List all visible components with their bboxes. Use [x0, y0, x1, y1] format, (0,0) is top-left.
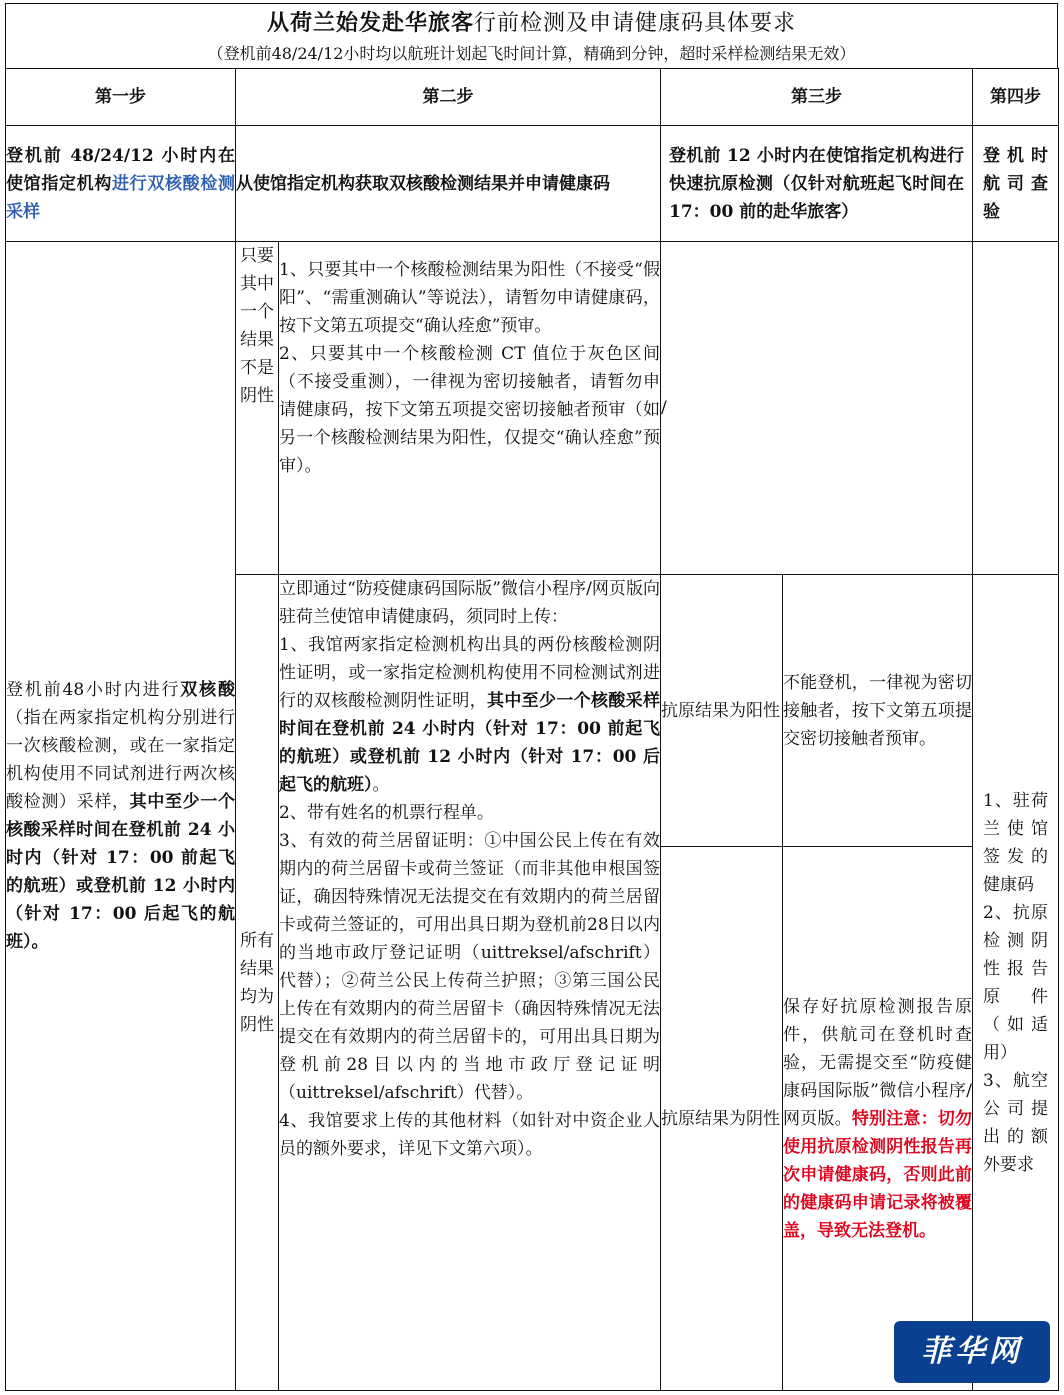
upload-item-4: 4、我馆要求上传的其他材料（如针对中资企业人员的额外要求，详见下文第六项）。: [279, 1111, 660, 1159]
antigen-negative-text: 保存好抗原检测报告原件，供航司在登机时查验，无需提交至“防疫健康码国际版”微信小程序/网页版。特别注意：切勿使用抗原检测阴性报告再次申请健康码，否则此前的健康码申请记录将被覆盖，导致无法登机。: [783, 847, 973, 1391]
requirements-table: [5, 68, 1059, 1391]
antigen-warning: 特别注意：切勿使用抗原检测阴性报告再次申请健康码，否则此前的健康码申请记录将被覆盖，导致无法登机。: [783, 1108, 973, 1241]
page-title: [6, 6, 1057, 41]
positive-result-item: 1、只要其中一个核酸检测结果为阳性（不接受“假阳”、“需重测确认”等说法），请暂勿申请健康码，按下文第五项提交“确认痊愈”预审。: [279, 260, 660, 336]
header-step1: 第一步: [6, 69, 236, 126]
header-step3: 第三步: [661, 69, 973, 126]
all-negative-label: 所有结果均为阴性: [236, 575, 279, 1391]
antigen-negative-label: 抗原结果为阴性: [661, 847, 783, 1391]
document: [5, 3, 1058, 1391]
gray-ct-item: 2、只要其中一个核酸检测 CT 值位于灰色区间（不接受重测），一律视为密切接触者，请暂勿申请健康码，按下文第五项提交密切接触者预审（如另一个核酸检测结果为阳性，仅提交“确认痊愈”预审）。: [279, 344, 660, 476]
step4-checklist: 1、驻荷兰使馆签发的健康码 2、抗原检测阴性报告原件（如适用） 3、航空公司提出的额外要求: [973, 575, 1059, 1391]
step3-description: 登机前 12 小时内在使馆指定机构进行快速抗原检测（仅针对航班起飞时间在 17：00 前的赴华旅客）: [661, 126, 973, 242]
step4-empty: [973, 242, 1059, 575]
application-intro: 立即通过“防疫健康码国际版”微信小程序/网页版向驻荷兰使馆申请健康码，须同时上传：: [279, 579, 660, 627]
site-watermark-logo: 菲华网: [894, 1321, 1050, 1383]
health-code-application: [279, 575, 661, 1391]
title-normal: 行前检测及申请健康码具体要求: [474, 11, 797, 36]
header-step4: 第四步: [973, 69, 1059, 126]
step1-detail: 登机前48小时内进行双核酸（指在两家指定机构分别进行一次核酸检测，或在一家指定机构使用不同试剂进行两次核酸检测）采样，其中至少一个核酸采样时间在登机前 24 小时内（针对 17：00 前起飞的航班）或登机前 12 小时内（针对 17：00 后起飞的航班）。: [6, 242, 236, 1391]
antigen-positive-label: 抗原结果为阳性: [661, 575, 783, 847]
not-all-negative-label: 只要其中一个结果不是阴性: [236, 242, 279, 575]
step-description-row: [6, 126, 1059, 242]
antigen-positive-text: 不能登机，一律视为密切接触者，按下文第五项提交密切接触者预审。: [783, 575, 973, 847]
upload-item-1: 1、我馆两家指定检测机构出具的两份核酸检测阴性证明，或一家指定检测机构使用不同检测试剂进行的双核酸检测阴性证明，其中至少一个核酸采样时间在登机前 24 小时内（针对 17：00 前起飞的航班）或登机前 12 小时内（针对 17：00 后起飞的航班）。: [279, 635, 660, 795]
title-bold: 从荷兰始发赴华旅客: [266, 10, 474, 36]
header-row: [6, 69, 1059, 126]
step3-not-applicable: /: [661, 242, 973, 575]
step2-description: 从使馆指定机构获取双核酸检测结果并申请健康码: [236, 126, 661, 242]
not-all-negative-actions: [279, 242, 661, 575]
upload-item-2: 2、带有姓名的机票行程单。: [279, 803, 494, 823]
header-step2: 第二步: [236, 69, 661, 126]
upload-item-3: 3、有效的荷兰居留证明：①中国公民上传在有效期内的荷兰居留卡或荷兰签证（而非其他申根国签证，确因特殊情况无法提交在有效期内的荷兰居留卡或荷兰签证的，可用出具日期为登机前28日以内的当地市政厅登记证明（uittreksel/afschrift）代替）；②荷兰公民上传荷兰护照；③第三国公民上传在有效期内的荷兰居留卡（确因特殊情况无法提交在有效期内的荷兰居留卡的，可用出具日期为登机前28日以内的当地市政厅登记证明（uittreksel/afschrift）代替）。: [279, 831, 660, 1103]
title-box: [5, 3, 1058, 69]
not-all-negative-row: [6, 242, 1059, 575]
page-subtitle: （登机前48/24/12小时均以航班计划起飞时间计算，精确到分钟，超时采样检测结果无效）: [207, 44, 856, 63]
step4-description: 登机时航司查验: [973, 126, 1059, 242]
step1-description: 登机前 48/24/12 小时内在使馆指定机构进行双核酸检测采样: [6, 126, 236, 242]
